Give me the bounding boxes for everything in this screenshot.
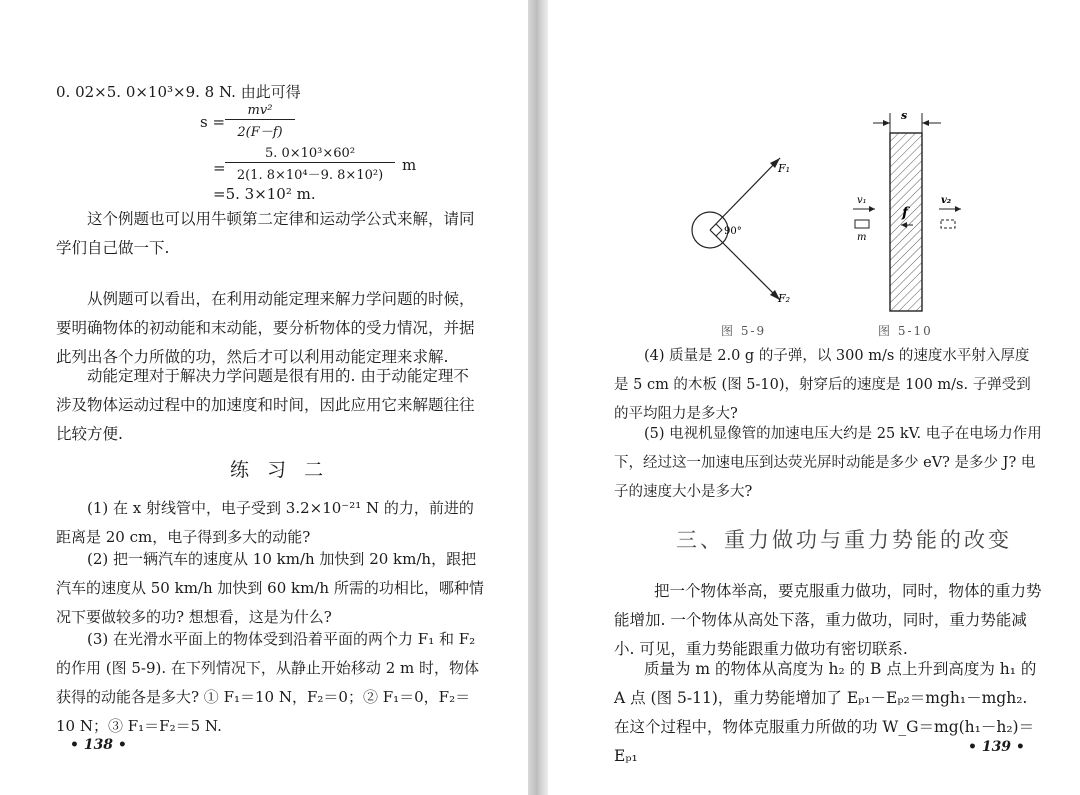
- equation-result: =5. 3×10² m.: [213, 185, 316, 203]
- unit-m: m: [402, 156, 417, 174]
- right-page: [548, 0, 1080, 795]
- fraction-mv2: [225, 103, 295, 140]
- figure-caption: 图 5-9: [721, 324, 767, 338]
- equation-line: 0. 02×5. 0×10³×9. 8 N. 由此可得: [56, 83, 301, 101]
- paragraph: 质量为 m 的物体从高度为 h₂ 的 B 点上升到高度为 h₁ 的 A 点 (图 5-11)，重力势能增加了 Eₚ₁－Eₚ₂＝mgh₁－mgh₂. 在这个过程中，物体克服重力所做的功 W_G＝mg(h₁－h₂)＝Eₚ₁: [614, 660, 1037, 765]
- exercise-item: (5) 电视机显像管的加速电压大约是 25 kV. 电子在电场力作用下，经过这一加速电压到达荧光屏时动能是多少 eV? 是多少 J? 电子的速度大小是多大?: [614, 426, 1042, 500]
- exercise-item: (2) 把一辆汽车的速度从 10 km/h 加快到 20 km/h，跟把汽车的速度从 50 km/h 加快到 60 km/h 所需的功相比，哪种情况下要做较多的功? 想想看，这是为什么?: [56, 550, 484, 626]
- paragraph: 动能定理对于解决力学问题是很有用的. 由于动能定理不涉及物体运动过程中的加速度和时间，因此应用它来解题往往比较方便.: [56, 367, 475, 443]
- label-m: m: [857, 232, 867, 243]
- page-number: • 139 •: [968, 739, 1025, 755]
- exercise-item: (1) 在 x 射线管中，电子受到 3.2×10⁻²¹ N 的力，前进的距离是 20 cm，电子得到多大的动能?: [56, 499, 474, 546]
- bullet-plank-diagram: [833, 105, 973, 315]
- label-f2: F₂: [778, 292, 791, 305]
- book-spine: [528, 0, 548, 795]
- label-f1: F₁: [778, 162, 791, 175]
- section-title: 三、重力做功与重力势能的改变: [676, 528, 1012, 552]
- figure-5-10: [833, 105, 973, 315]
- fraction-denominator: 2(1. 8×10⁴－9. 8×10²): [236, 168, 384, 183]
- label-f: f: [902, 205, 909, 221]
- page-number: • 138 •: [70, 737, 127, 753]
- paragraph: 从例题可以看出，在利用动能定理来解力学问题的时候，要明确物体的初动能和末动能，要分析物体的受力情况，并据此列出各个力所做的功，然后才可以利用动能定理来求解.: [56, 290, 475, 366]
- fraction-numerator: mv²: [247, 103, 273, 118]
- paragraph: 这个例题也可以用牛顿第二定律和运动学公式来解，请同学们自己做一下.: [56, 210, 475, 257]
- figure-caption: 图 5-10: [878, 324, 933, 338]
- equation-s-label: s =: [200, 113, 226, 131]
- paragraph: 把一个物体举高，要克服重力做功，同时，物体的重力势能增加. 一个物体从高处下落，重力做功，同时，重力势能减小. 可见，重力势能跟重力做功有密切联系.: [614, 582, 1042, 658]
- fraction-numeric: [225, 146, 395, 183]
- fraction-numerator: 5. 0×10³×60²: [264, 146, 356, 161]
- exercise-item: (4) 质量是 2.0 g 的子弹，以 300 m/s 的速度水平射入厚度是 5 cm 的木板 (图 5-10)，射穿后的速度是 100 m/s. 子弹受到的平均阻力是多大?: [614, 348, 1031, 422]
- figure-5-9: [678, 148, 808, 310]
- force-diagram: [678, 148, 808, 310]
- label-s: s: [901, 109, 908, 122]
- exercise-title: 练 习 二: [230, 459, 330, 481]
- label-v1: v₁: [857, 195, 867, 206]
- fraction-denominator: 2(F－f): [237, 125, 283, 140]
- equals-sign: =: [213, 159, 226, 177]
- left-page: [0, 0, 528, 795]
- exercise-item: (3) 在光滑水平面上的物体受到沿着平面的两个力 F₁ 和 F₂ 的作用 (图 5-9). 在下列情况下，从静止开始移动 2 m 时，物体获得的动能各是多大? ① F₁＝10 N，F₂＝0；② F₁＝0，F₂＝10 N；③ F₁＝F₂＝5 N.: [56, 630, 480, 735]
- label-v2: v₂: [941, 195, 952, 206]
- angle-label: 90°: [724, 226, 742, 237]
